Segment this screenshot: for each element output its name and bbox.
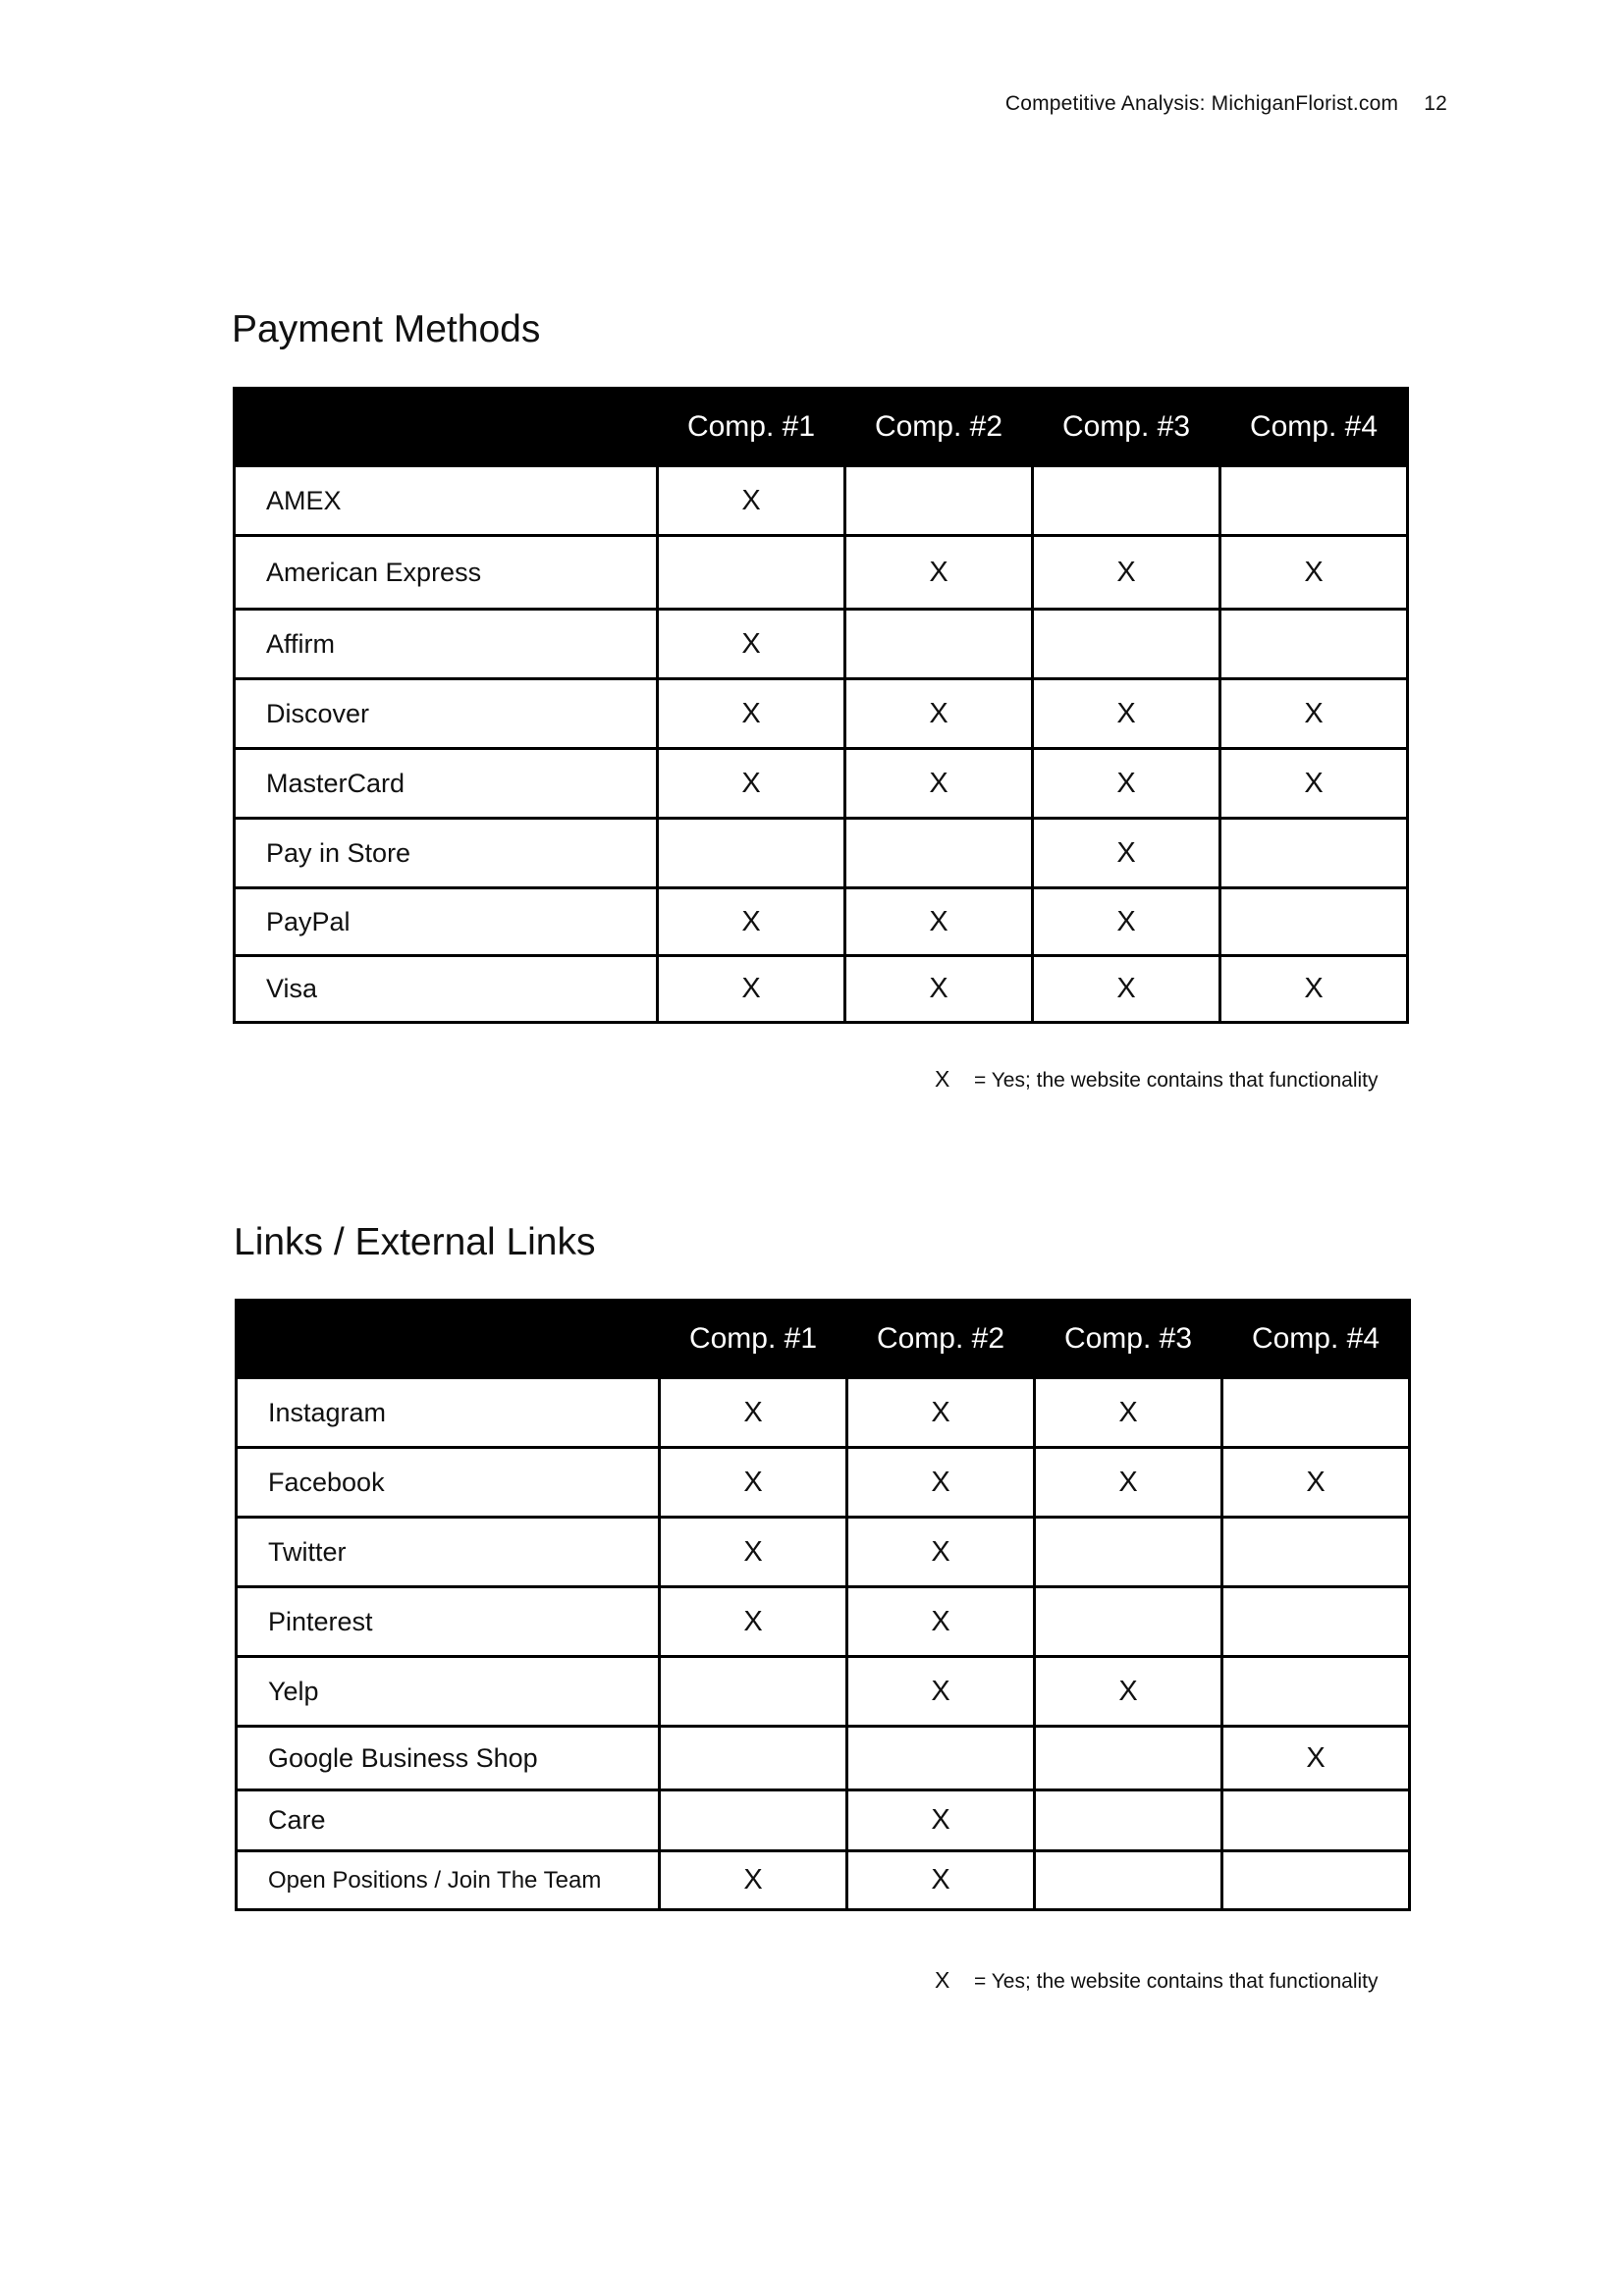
links-legend [935, 1967, 1379, 1994]
header-corner [235, 389, 658, 466]
cell-mark: X [658, 610, 845, 679]
cell-mark: X [847, 1587, 1035, 1657]
cell-mark [1222, 1790, 1410, 1851]
payment-methods-title: Payment Methods [232, 308, 541, 350]
table-row [237, 1587, 1410, 1657]
column-header-comp-1: Comp. #1 [658, 389, 845, 466]
table-row [235, 466, 1408, 536]
running-header [1005, 92, 1447, 116]
cell-mark: X [847, 1790, 1035, 1851]
cell-mark: X [1220, 536, 1408, 610]
row-label: Affirm [235, 610, 658, 679]
cell-mark [1035, 1518, 1222, 1587]
column-header-comp-2: Comp. #2 [845, 389, 1033, 466]
cell-mark: X [658, 679, 845, 749]
cell-mark: X [658, 749, 845, 819]
cell-mark [1033, 466, 1220, 536]
cell-mark [845, 819, 1033, 888]
cell-mark [1220, 610, 1408, 679]
column-header-comp-2: Comp. #2 [847, 1301, 1035, 1378]
row-label: Pinterest [237, 1587, 660, 1657]
cell-mark [1035, 1790, 1222, 1851]
row-label: American Express [235, 536, 658, 610]
cell-mark: X [847, 1518, 1035, 1587]
cell-mark: X [660, 1518, 847, 1587]
table-header-row [237, 1301, 1410, 1378]
cell-mark [1035, 1851, 1222, 1910]
row-label: Google Business Shop [237, 1727, 660, 1790]
cell-mark: X [1220, 679, 1408, 749]
row-label: Pay in Store [235, 819, 658, 888]
cell-mark [1222, 1851, 1410, 1910]
cell-mark: X [847, 1657, 1035, 1727]
cell-mark: X [1035, 1657, 1222, 1727]
table-row [235, 679, 1408, 749]
cell-mark [658, 819, 845, 888]
cell-mark: X [847, 1448, 1035, 1518]
cell-mark: X [1033, 749, 1220, 819]
cell-mark [1033, 610, 1220, 679]
cell-mark [1220, 819, 1408, 888]
cell-mark: X [845, 956, 1033, 1023]
cell-mark [1222, 1587, 1410, 1657]
page-number: 12 [1424, 92, 1447, 115]
row-label: PayPal [235, 888, 658, 956]
row-label: Facebook [237, 1448, 660, 1518]
legend-symbol: X [935, 1066, 950, 1092]
cell-mark: X [1033, 536, 1220, 610]
cell-mark [1222, 1518, 1410, 1587]
cell-mark [1222, 1378, 1410, 1448]
table-row [237, 1790, 1410, 1851]
legend-text: = Yes; the website contains that functionality [974, 1069, 1379, 1092]
cell-mark: X [1222, 1727, 1410, 1790]
row-label: Twitter [237, 1518, 660, 1587]
links-table [235, 1299, 1411, 1911]
column-header-comp-4: Comp. #4 [1222, 1301, 1410, 1378]
row-label: MasterCard [235, 749, 658, 819]
cell-mark: X [1033, 888, 1220, 956]
cell-mark [660, 1790, 847, 1851]
cell-mark: X [845, 749, 1033, 819]
cell-mark: X [1033, 956, 1220, 1023]
cell-mark: X [1035, 1378, 1222, 1448]
table-row [235, 610, 1408, 679]
table-row [235, 749, 1408, 819]
cell-mark [1220, 888, 1408, 956]
cell-mark [658, 536, 845, 610]
row-label: Instagram [237, 1378, 660, 1448]
cell-mark [1035, 1587, 1222, 1657]
cell-mark [660, 1727, 847, 1790]
cell-mark: X [1220, 956, 1408, 1023]
links-title: Links / External Links [234, 1221, 596, 1263]
column-header-comp-1: Comp. #1 [660, 1301, 847, 1378]
row-label: Care [237, 1790, 660, 1851]
table-row [237, 1518, 1410, 1587]
cell-mark: X [1222, 1448, 1410, 1518]
cell-mark [845, 466, 1033, 536]
cell-mark: X [1035, 1448, 1222, 1518]
row-label: Open Positions / Join The Team [237, 1851, 660, 1910]
table-row [235, 956, 1408, 1023]
cell-mark [847, 1727, 1035, 1790]
cell-mark [1035, 1727, 1222, 1790]
cell-mark: X [845, 536, 1033, 610]
row-label: Visa [235, 956, 658, 1023]
cell-mark: X [660, 1448, 847, 1518]
payment-legend [935, 1066, 1379, 1093]
cell-mark: X [660, 1587, 847, 1657]
cell-mark: X [1033, 679, 1220, 749]
table-row [235, 888, 1408, 956]
column-header-comp-3: Comp. #3 [1033, 389, 1220, 466]
cell-mark: X [658, 956, 845, 1023]
table-header-row [235, 389, 1408, 466]
table-row [237, 1448, 1410, 1518]
payment-methods-table [233, 387, 1409, 1024]
cell-mark: X [1220, 749, 1408, 819]
cell-mark: X [847, 1851, 1035, 1910]
cell-mark: X [660, 1378, 847, 1448]
row-label: AMEX [235, 466, 658, 536]
row-label: Discover [235, 679, 658, 749]
table-row [237, 1657, 1410, 1727]
column-header-comp-4: Comp. #4 [1220, 389, 1408, 466]
cell-mark [845, 610, 1033, 679]
header-corner [237, 1301, 660, 1378]
cell-mark: X [660, 1851, 847, 1910]
cell-mark [660, 1657, 847, 1727]
table-row [235, 819, 1408, 888]
cell-mark: X [845, 679, 1033, 749]
legend-text: = Yes; the website contains that functionality [974, 1970, 1379, 1993]
table-row [237, 1727, 1410, 1790]
row-label: Yelp [237, 1657, 660, 1727]
cell-mark: X [1033, 819, 1220, 888]
cell-mark: X [845, 888, 1033, 956]
legend-symbol: X [935, 1967, 950, 1993]
document-title: Competitive Analysis: MichiganFlorist.com [1004, 92, 1399, 115]
cell-mark [1222, 1657, 1410, 1727]
table-row [237, 1851, 1410, 1910]
cell-mark: X [658, 888, 845, 956]
cell-mark: X [658, 466, 845, 536]
cell-mark [1220, 466, 1408, 536]
cell-mark: X [847, 1378, 1035, 1448]
table-row [237, 1378, 1410, 1448]
column-header-comp-3: Comp. #3 [1035, 1301, 1222, 1378]
table-row [235, 536, 1408, 610]
